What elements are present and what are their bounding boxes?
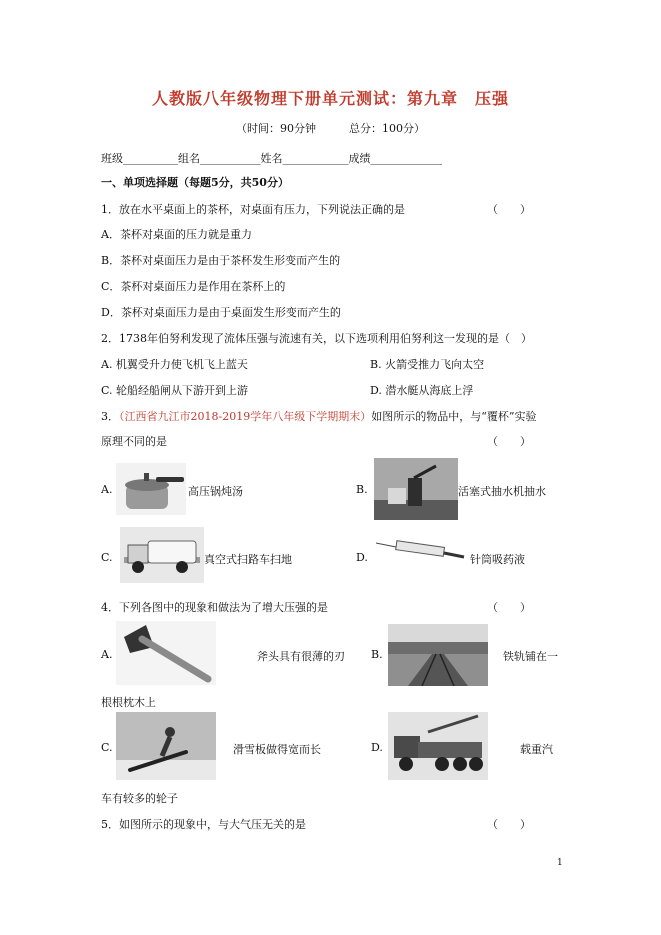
- skier-image: [116, 712, 216, 780]
- question-3-c-text: 真空式扫路车扫地: [204, 553, 292, 566]
- section-heading: 一、单项选择题（每题5分，共50分）: [101, 176, 289, 189]
- question-4-b-continuation: 根根枕木上: [101, 696, 156, 709]
- question-2-stem: 2．1738年伯努利发现了流体压强与流速有关，以下选项利用伯努利这一发现的是（ ）: [101, 332, 532, 345]
- question-4-a-text: 斧头具有很薄的刃: [257, 650, 345, 663]
- question-4-d-letter: D.: [371, 741, 383, 754]
- question-3-stem: [101, 408, 536, 424]
- question-5-blank: （ ）: [487, 818, 531, 831]
- question-3-source: （江西省九江市2018-2019学年八年级下学期期末）: [119, 410, 372, 423]
- pressure-cooker-image: [116, 463, 186, 515]
- syringe-image: [374, 537, 466, 563]
- question-4-d-continuation: 车有较多的轮子: [101, 792, 178, 805]
- question-5-stem: 5．如图所示的现象中，与大气压无关的是: [101, 818, 306, 831]
- question-1-option-c: C．茶杯对桌面压力是作用在茶杯上的: [101, 280, 286, 293]
- question-4-b-text: 铁轨铺在一: [503, 650, 558, 663]
- question-2-option-a: A. 机翼受升力使飞机飞上蓝天: [101, 358, 248, 371]
- exam-time-score: （时间：90分钟 总分：100分）: [236, 122, 425, 135]
- question-3-a-letter: A.: [101, 483, 113, 496]
- question-3-c-letter: C.: [101, 551, 113, 564]
- piston-pump-image: [374, 458, 458, 520]
- page-title: 人教版八年级物理下册单元测试：第九章 压强: [151, 89, 509, 108]
- question-1-option-b: B．茶杯对桌面压力是由于茶杯发生形变而产生的: [101, 254, 341, 267]
- question-3-number: 3．: [101, 410, 119, 423]
- railway-track-image: [388, 624, 488, 686]
- question-2-option-c: C. 轮船经船闸从下游开到上游: [101, 384, 249, 397]
- question-3-d-text: 针筒吸药液: [470, 553, 525, 566]
- question-4-b-letter: B.: [371, 648, 383, 661]
- axe-image: [116, 621, 216, 685]
- question-3-b-text: 活塞式抽水机抽水: [458, 485, 546, 498]
- street-sweeper-image: [120, 527, 204, 583]
- question-3-blank: （ ）: [487, 435, 531, 448]
- question-3-stem-line2: 原理不同的是: [101, 435, 167, 448]
- question-4-a-letter: A.: [101, 648, 113, 661]
- page-number: 1: [557, 858, 563, 868]
- question-3-a-text: 高压锅炖汤: [188, 485, 243, 498]
- question-4-c-text: 滑雪板做得宽而长: [233, 743, 321, 756]
- question-3-d-letter: D.: [356, 551, 368, 564]
- question-4-stem: 4．下列各图中的现象和做法为了增大压强的是: [101, 601, 328, 614]
- heavy-truck-image: [388, 712, 488, 780]
- question-4-c-letter: C.: [101, 741, 113, 754]
- student-info-line: 班级__________组名___________姓名____________成绩_____________: [101, 152, 442, 165]
- question-3-b-letter: B.: [356, 483, 368, 496]
- question-1-option-d: D．茶杯对桌面压力是由于桌面发生形变而产生的: [101, 306, 341, 319]
- question-4-d-text: 载重汽: [520, 743, 553, 756]
- question-2-option-b: B. 火箭受推力飞向太空: [370, 358, 485, 371]
- question-1-stem: 1．放在水平桌面上的茶杯，对桌面有压力，下列说法正确的是: [101, 203, 405, 216]
- question-4-blank: （ ）: [487, 601, 531, 614]
- question-3-stem-text: 如图所示的物品中，与“覆杯”实验: [371, 410, 537, 423]
- question-2-option-d: D. 潜水艇从海底上浮: [370, 384, 474, 397]
- question-1-blank: （ ）: [487, 203, 531, 216]
- question-1-option-a: A．茶杯对桌面的压力就是重力: [101, 228, 252, 241]
